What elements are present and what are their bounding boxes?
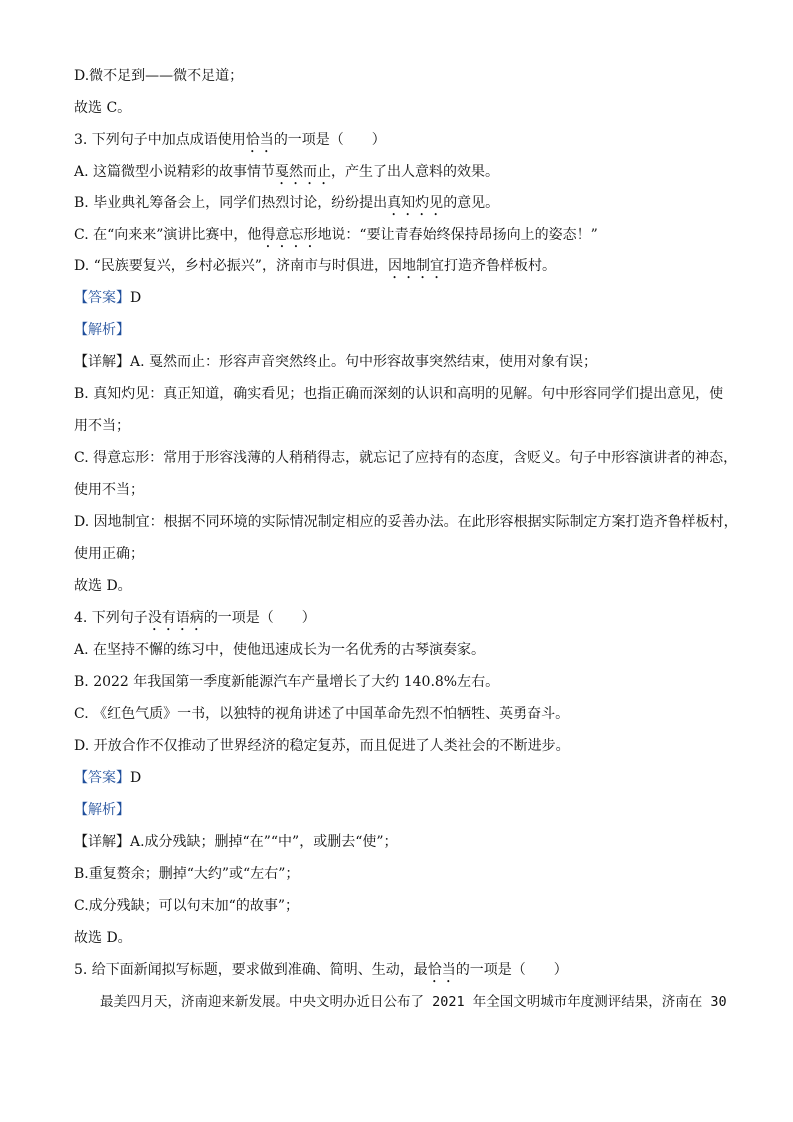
q5-stem-pre: 5. 给下面新闻拟写标题，要求做到准确、简明、生动，最 xyxy=(74,962,428,978)
q3-option-a xyxy=(74,162,753,188)
q5-news-text: 最美四月天，济南迎来新发展。中央文明办近日公布了 2021 年全国文明城市年度测评结果，济南在 30 xyxy=(100,994,727,1010)
answer-tag: 【答案】 xyxy=(74,770,130,786)
q4-analysis-tag: 【解析】 xyxy=(74,802,130,818)
q3-c-post: 地说：“要让青春始终保持昂扬向上的姿态！” xyxy=(317,227,598,243)
q3-stem xyxy=(74,130,753,156)
answer-tag: 【答案】 xyxy=(74,290,130,306)
q3-detail-a xyxy=(74,352,753,372)
q4-conclusion: 故选 D。 xyxy=(74,930,132,946)
q3-stem-dotted: 恰当 xyxy=(245,132,274,148)
q3-c-pre: C. 在“向来来”演讲比赛中，他 xyxy=(74,227,262,243)
q3-option-d xyxy=(74,256,753,282)
q3-a-post: ，产生了出人意料的效果。 xyxy=(331,164,500,180)
detail-tag: 【详解】 xyxy=(74,354,130,370)
q3-b-idiom: 真知灼见 xyxy=(387,195,444,211)
q3-option-c xyxy=(74,225,753,251)
q3-detail-d1: D. 因地制宜：根据不同环境的实际情况制定相应的妥善办法。在此形容根据实际制定方案打造齐鲁样板村， xyxy=(74,514,738,530)
q3-detail-b2: 用不当； xyxy=(74,418,130,434)
q3-d-pre: D. “民族要复兴，乡村必振兴”，济南市与时俱进， xyxy=(74,258,388,274)
q3-detail-b1: B. 真知灼见：真正知道，确实看见；也指正确而深刻的认识和高明的见解。句中形容同学们提出意见，使 xyxy=(74,386,724,402)
q4-stem-dotted: 没有语病 xyxy=(147,610,204,626)
q5-stem xyxy=(74,960,753,986)
q4-detail-b: B.重复赘余；删掉“大约”或“左右”； xyxy=(74,866,300,882)
q3-detail-d2: 使用正确； xyxy=(74,546,144,562)
q5-stem-post: 的一项是（ ） xyxy=(455,962,568,978)
detail-text: A. 戛然而止：形容声音突然终止。句中形容故事突然结束，使用对象有误； xyxy=(130,354,598,370)
q4-stem-pre: 4. 下列句子 xyxy=(74,610,148,626)
q4-stem xyxy=(74,608,753,634)
q3-d-post: 打造齐鲁样板村。 xyxy=(443,258,556,274)
q3-b-post: 的意见。 xyxy=(443,195,500,211)
answer-value: D xyxy=(130,770,142,786)
q3-d-idiom: 因地制宜 xyxy=(387,258,444,274)
q3-b-pre: B. 毕业典礼筹备会上，同学们热烈讨论，纷纷提出 xyxy=(74,195,388,211)
q3-c-idiom: 得意忘形 xyxy=(261,227,318,243)
q3-stem-pre: 3. 下列句子中加点成语使用 xyxy=(74,132,246,148)
q4-detail-a xyxy=(74,832,753,852)
q4-detail-c: C.成分残缺；可以句末加“的故事”； xyxy=(74,898,299,914)
q3-answer xyxy=(74,288,753,308)
q3-a-pre: A. 这篇微型小说精彩的故事情节 xyxy=(74,164,276,180)
q4-option-a: A. 在坚持不懈的练习中，使他迅速成长为一名优秀的古琴演奏家。 xyxy=(74,642,486,658)
q4-answer xyxy=(74,768,753,788)
q5-stem-dotted: 恰当 xyxy=(427,962,456,978)
q2-option-d: D.微不足到——微不足道； xyxy=(74,68,244,84)
q3-conclusion: 故选 D。 xyxy=(74,578,132,594)
q3-option-b xyxy=(74,193,753,219)
answer-value: D xyxy=(130,290,142,306)
q4-option-d: D. 开放合作不仅推动了世界经济的稳定复苏，而且促进了人类社会的不断进步。 xyxy=(74,738,570,754)
q4-stem-post: 的一项是（ ） xyxy=(203,610,316,626)
q4-option-b: B. 2022 年我国第一季度新能源汽车产量增长了大约 140.8%左右。 xyxy=(74,674,500,690)
q3-analysis-tag: 【解析】 xyxy=(74,322,130,338)
q3-detail-c1: C. 得意忘形：常用于形容浅薄的人稍稍得志，就忘记了应持有的态度，含贬义。句子中形容演讲者的神态， xyxy=(74,450,738,466)
q3-a-idiom: 戛然而止 xyxy=(275,164,332,180)
q3-stem-post: 的一项是（ ） xyxy=(273,132,386,148)
q2-conclusion: 故选 C。 xyxy=(74,100,132,116)
detail-tag: 【详解】 xyxy=(74,834,130,850)
detail-text: A.成分残缺；删掉“在”“中”，或删去“使”； xyxy=(130,834,398,850)
q4-option-c: C. 《红色气质》一书，以独特的视角讲述了中国革命先烈不怕牺牲、英勇奋斗。 xyxy=(74,706,570,722)
q3-detail-c2: 使用不当； xyxy=(74,482,144,498)
